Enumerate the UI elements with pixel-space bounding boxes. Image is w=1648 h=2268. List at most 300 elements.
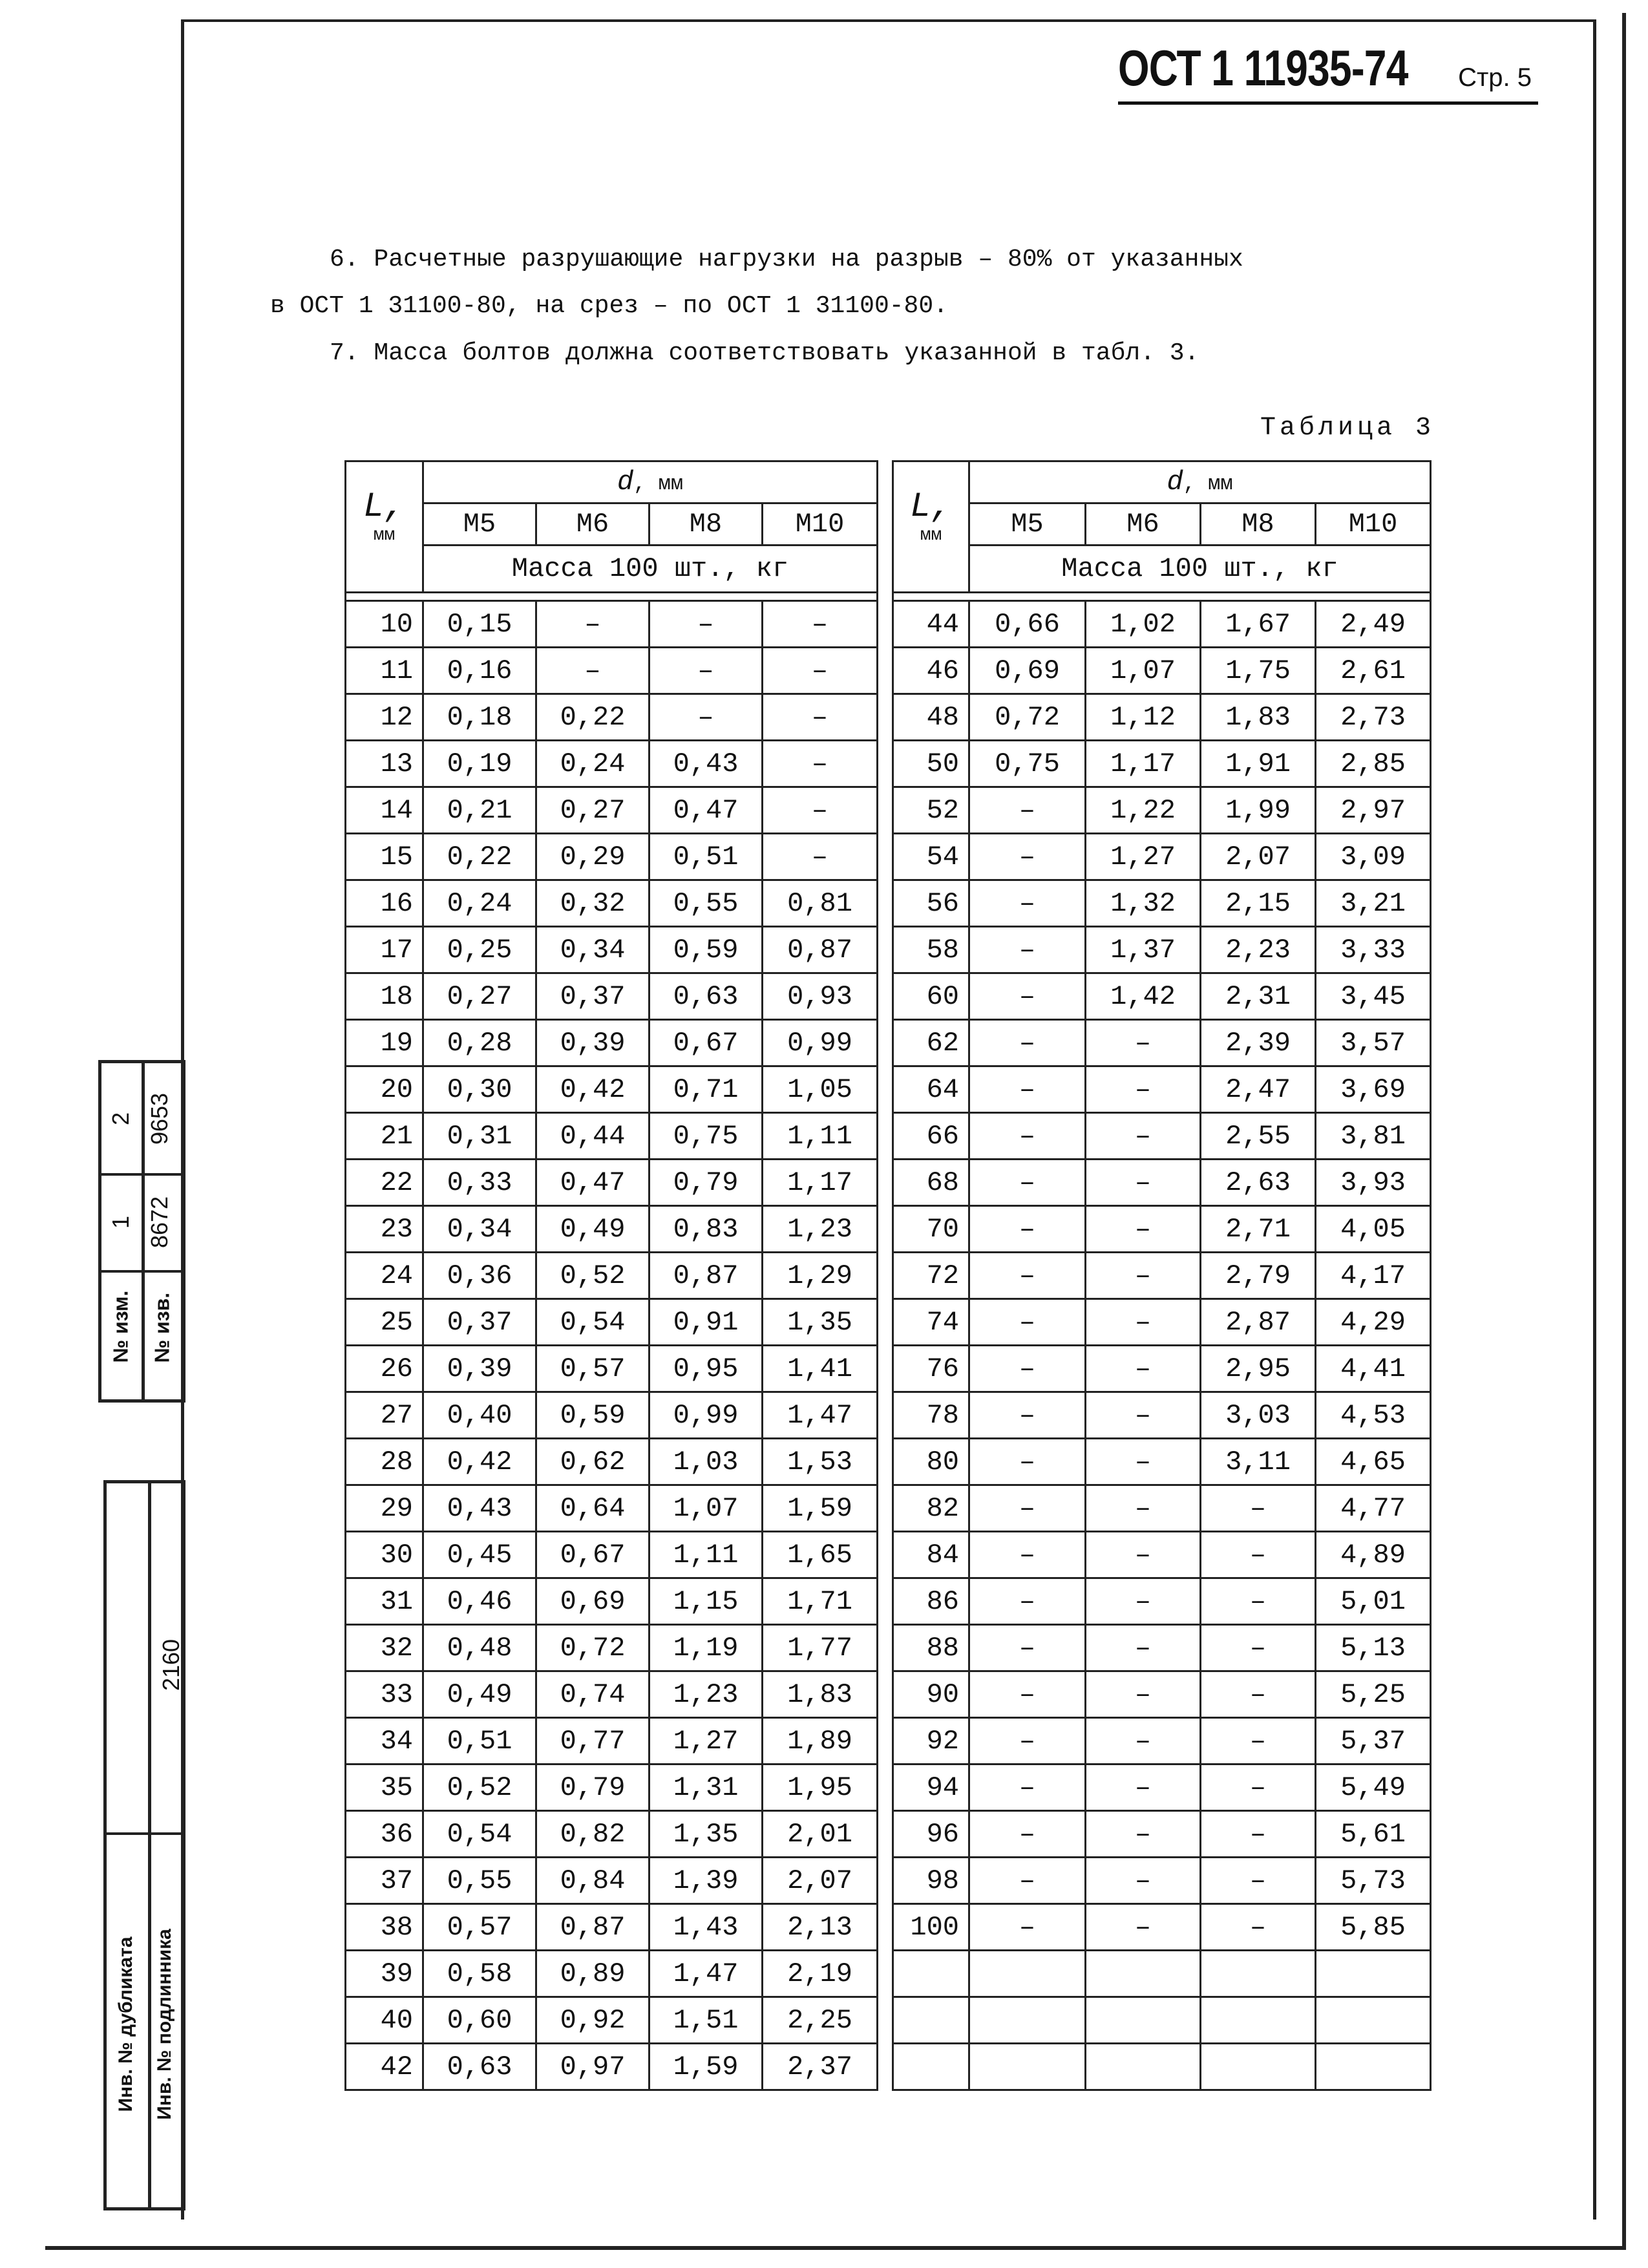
mass-cell: 0,82 xyxy=(536,1811,650,1858)
column-m10: М10 xyxy=(763,503,878,546)
length-cell: 56 xyxy=(893,880,969,927)
mass-cell: 0,39 xyxy=(536,1020,650,1066)
mass-cell: 0,31 xyxy=(423,1113,536,1160)
mass-cell: 0,79 xyxy=(536,1765,650,1811)
mass-cell: 0,87 xyxy=(536,1904,650,1951)
table-row xyxy=(346,973,878,1020)
mass-cell: – xyxy=(969,1765,1086,1811)
table-row xyxy=(893,1578,1431,1625)
mass-cell: 0,99 xyxy=(763,1020,878,1066)
mass-cell: – xyxy=(763,741,878,787)
mass-cell: – xyxy=(969,973,1086,1020)
original-inventory-label: Инв. № подлинника xyxy=(154,1929,175,2120)
mass-cell: 1,65 xyxy=(763,1532,878,1578)
mass-cell: – xyxy=(1201,1578,1316,1625)
length-cell: 27 xyxy=(346,1392,423,1439)
mass-cell: 0,22 xyxy=(536,694,650,741)
length-cell: 21 xyxy=(346,1113,423,1160)
length-cell: 24 xyxy=(346,1253,423,1299)
mass-cell: 3,33 xyxy=(1316,927,1431,973)
mass-cell: 1,53 xyxy=(763,1439,878,1485)
mass-cell: 0,87 xyxy=(763,927,878,973)
mass-cell: – xyxy=(969,1625,1086,1671)
mass-cell: 5,73 xyxy=(1316,1858,1431,1904)
paragraph-7: 7. Масса болтов должна соответствовать указанной в табл. 3. xyxy=(330,339,1199,367)
length-cell: 90 xyxy=(893,1671,969,1718)
column-m8: М8 xyxy=(650,503,763,546)
table-row xyxy=(893,1299,1431,1346)
mass-cell: 0,42 xyxy=(423,1439,536,1485)
mass-cell: – xyxy=(1086,1113,1201,1160)
mass-cell: 1,37 xyxy=(1086,927,1201,973)
table-row xyxy=(893,1532,1431,1578)
table-row xyxy=(346,1532,878,1578)
mass-cell: 0,79 xyxy=(650,1160,763,1206)
table-row xyxy=(346,1160,878,1206)
table-row xyxy=(346,1904,878,1951)
length-cell: 36 xyxy=(346,1811,423,1858)
table-row xyxy=(346,1439,878,1485)
length-cell: 11 xyxy=(346,648,423,694)
table-row xyxy=(893,1811,1431,1858)
mass-cell: 2,61 xyxy=(1316,648,1431,694)
table-row xyxy=(893,927,1431,973)
length-cell: 18 xyxy=(346,973,423,1020)
mass-cell: – xyxy=(1086,1858,1201,1904)
table-row xyxy=(893,1160,1431,1206)
table-row xyxy=(346,1997,878,2044)
paragraph-6-line2: в ОСТ 1 31100-80, на срез – по ОСТ 1 31100-80. xyxy=(270,292,948,320)
mass-label: Масса 100 шт., кг xyxy=(969,546,1431,593)
mass-cell xyxy=(969,1951,1086,1997)
mass-cell: – xyxy=(969,1066,1086,1113)
table-row xyxy=(346,1718,878,1765)
mass-cell: 0,89 xyxy=(536,1951,650,1997)
table-row xyxy=(346,880,878,927)
diameter-header: d, мм xyxy=(423,461,878,503)
table-row xyxy=(893,1765,1431,1811)
mass-cell: 2,97 xyxy=(1316,787,1431,834)
paragraph-6-line1: 6. Расчетные разрушающие нагрузки на разрыв – 80% от указанных xyxy=(330,246,1243,273)
mass-cell: 2,01 xyxy=(763,1811,878,1858)
mass-cell: 0,15 xyxy=(423,601,536,648)
mass-cell: 5,37 xyxy=(1316,1718,1431,1765)
table-row xyxy=(346,1951,878,1997)
table-row xyxy=(893,1346,1431,1392)
mass-cell: 0,34 xyxy=(536,927,650,973)
table-row xyxy=(346,1578,878,1625)
table-row xyxy=(346,1020,878,1066)
mass-cell: – xyxy=(650,648,763,694)
mass-cell: 0,57 xyxy=(536,1346,650,1392)
length-cell: 60 xyxy=(893,973,969,1020)
mass-cell xyxy=(1086,1997,1201,2044)
length-cell: 34 xyxy=(346,1718,423,1765)
mass-cell: – xyxy=(1086,1160,1201,1206)
mass-cell: – xyxy=(1086,1020,1201,1066)
mass-cell: 1,27 xyxy=(1086,834,1201,880)
mass-cell: 2,39 xyxy=(1201,1020,1316,1066)
mass-cell: 0,63 xyxy=(423,2044,536,2090)
mass-cell: – xyxy=(1086,1299,1201,1346)
mass-cell: 2,73 xyxy=(1316,694,1431,741)
mass-cell xyxy=(1201,2044,1316,2090)
mass-cell: – xyxy=(969,787,1086,834)
mass-cell: 0,91 xyxy=(650,1299,763,1346)
mass-cell: 2,79 xyxy=(1201,1253,1316,1299)
length-cell: 25 xyxy=(346,1299,423,1346)
mass-cell: 0,99 xyxy=(650,1392,763,1439)
mass-cell: 0,21 xyxy=(423,787,536,834)
mass-cell: 2,31 xyxy=(1201,973,1316,1020)
length-cell xyxy=(893,1997,969,2044)
mass-cell: 5,61 xyxy=(1316,1811,1431,1858)
mass-cell: 0,46 xyxy=(423,1578,536,1625)
length-cell: 78 xyxy=(893,1392,969,1439)
mass-cell: 2,07 xyxy=(763,1858,878,1904)
mass-cell: 5,13 xyxy=(1316,1625,1431,1671)
length-cell: 92 xyxy=(893,1718,969,1765)
mass-cell: 0,29 xyxy=(536,834,650,880)
mass-cell: 0,36 xyxy=(423,1253,536,1299)
table-row xyxy=(893,741,1431,787)
mass-cell: 1,41 xyxy=(763,1346,878,1392)
column-m5: М5 xyxy=(969,503,1086,546)
mass-cell: – xyxy=(763,601,878,648)
mass-cell: 1,77 xyxy=(763,1625,878,1671)
table-caption: Таблица 3 xyxy=(1260,414,1435,443)
mass-table-left xyxy=(344,460,878,2091)
diameter-header: d, мм xyxy=(969,461,1431,503)
table-row xyxy=(893,601,1431,648)
mass-cell: 1,12 xyxy=(1086,694,1201,741)
mass-cell: 0,51 xyxy=(650,834,763,880)
length-header: L, мм xyxy=(346,461,423,593)
mass-cell: 0,42 xyxy=(536,1066,650,1113)
column-m8: М8 xyxy=(1201,503,1316,546)
mass-cell: 0,43 xyxy=(423,1485,536,1532)
table-row xyxy=(893,2044,1431,2090)
mass-cell: 0,37 xyxy=(536,973,650,1020)
mass-cell: 1,23 xyxy=(763,1206,878,1253)
mass-cell: – xyxy=(969,1485,1086,1532)
mass-cell: – xyxy=(969,927,1086,973)
length-cell: 30 xyxy=(346,1532,423,1578)
mass-cell: – xyxy=(1086,1811,1201,1858)
mass-cell: 0,49 xyxy=(536,1206,650,1253)
column-m5: М5 xyxy=(423,503,536,546)
length-cell: 68 xyxy=(893,1160,969,1206)
length-cell: 13 xyxy=(346,741,423,787)
mass-cell: 0,34 xyxy=(423,1206,536,1253)
mass-cell: 0,93 xyxy=(763,973,878,1020)
mass-cell: 3,81 xyxy=(1316,1113,1431,1160)
table-row xyxy=(893,1020,1431,1066)
mass-cell: 2,55 xyxy=(1201,1113,1316,1160)
mass-cell: 2,47 xyxy=(1201,1066,1316,1113)
length-cell: 14 xyxy=(346,787,423,834)
length-cell xyxy=(893,2044,969,2090)
mass-cell: 0,47 xyxy=(650,787,763,834)
mass-cell: 0,55 xyxy=(650,880,763,927)
table-row xyxy=(893,1997,1431,2044)
mass-cell: 0,62 xyxy=(536,1439,650,1485)
standard-number: ОСТ 1 11935-74 xyxy=(1118,39,1408,96)
mass-cell: 0,18 xyxy=(423,694,536,741)
mass-cell: – xyxy=(1201,1904,1316,1951)
mass-label: Масса 100 шт., кг xyxy=(423,546,878,593)
length-cell: 23 xyxy=(346,1206,423,1253)
mass-cell: – xyxy=(763,694,878,741)
mass-cell: 0,57 xyxy=(423,1904,536,1951)
length-cell: 17 xyxy=(346,927,423,973)
table-row xyxy=(346,1811,878,1858)
mass-cell: 2,19 xyxy=(763,1951,878,1997)
mass-cell: 1,59 xyxy=(763,1485,878,1532)
mass-cell: 3,45 xyxy=(1316,973,1431,1020)
length-cell xyxy=(893,1951,969,1997)
table-row xyxy=(346,1346,878,1392)
mass-cell: 0,25 xyxy=(423,927,536,973)
length-cell: 76 xyxy=(893,1346,969,1392)
mass-cell: – xyxy=(536,601,650,648)
mass-cell: 1,11 xyxy=(763,1113,878,1160)
table-row xyxy=(346,1485,878,1532)
mass-cell: – xyxy=(1201,1858,1316,1904)
table-row xyxy=(346,787,878,834)
mass-cell: – xyxy=(763,648,878,694)
mass-cell xyxy=(1316,1951,1431,1997)
mass-cell: 0,84 xyxy=(536,1858,650,1904)
mass-cell: 0,63 xyxy=(650,973,763,1020)
mass-cell: 0,66 xyxy=(969,601,1086,648)
mass-cell: 5,25 xyxy=(1316,1671,1431,1718)
change-number-label: № изм. xyxy=(109,1290,132,1363)
table-row xyxy=(346,1392,878,1439)
notice-2: 9653 xyxy=(146,1092,173,1145)
mass-cell: – xyxy=(1086,1904,1201,1951)
length-cell: 100 xyxy=(893,1904,969,1951)
length-cell: 88 xyxy=(893,1625,969,1671)
table-row xyxy=(346,1299,878,1346)
mass-cell: 1,71 xyxy=(763,1578,878,1625)
mass-cell: 0,49 xyxy=(423,1671,536,1718)
mass-cell: 1,91 xyxy=(1201,741,1316,787)
length-cell: 52 xyxy=(893,787,969,834)
mass-cell: 5,01 xyxy=(1316,1578,1431,1625)
table-row xyxy=(346,834,878,880)
mass-cell: 1,35 xyxy=(650,1811,763,1858)
table-row xyxy=(893,880,1431,927)
length-cell: 39 xyxy=(346,1951,423,1997)
mass-cell: 0,83 xyxy=(650,1206,763,1253)
change-register xyxy=(98,1060,185,1403)
length-cell: 37 xyxy=(346,1858,423,1904)
original-inventory-number: 2160 xyxy=(158,1638,184,1691)
mass-cell: 0,54 xyxy=(536,1299,650,1346)
mass-cell: – xyxy=(1201,1811,1316,1858)
length-cell: 64 xyxy=(893,1066,969,1113)
mass-cell: – xyxy=(1201,1485,1316,1532)
mass-cell: 0,27 xyxy=(536,787,650,834)
length-cell: 22 xyxy=(346,1160,423,1206)
table-row xyxy=(893,1113,1431,1160)
length-cell: 66 xyxy=(893,1113,969,1160)
mass-cell: 1,59 xyxy=(650,2044,763,2090)
mass-cell: – xyxy=(1086,1578,1201,1625)
mass-cell: 1,07 xyxy=(650,1485,763,1532)
mass-cell: 0,37 xyxy=(423,1299,536,1346)
column-m10: М10 xyxy=(1316,503,1431,546)
mass-cell: 2,71 xyxy=(1201,1206,1316,1253)
mass-cell: 2,85 xyxy=(1316,741,1431,787)
mass-cell: 2,07 xyxy=(1201,834,1316,880)
mass-cell: 0,24 xyxy=(536,741,650,787)
mass-cell: – xyxy=(1201,1532,1316,1578)
mass-cell: 1,17 xyxy=(1086,741,1201,787)
mass-cell: – xyxy=(1086,1718,1201,1765)
mass-cell: 1,47 xyxy=(650,1951,763,1997)
table-row xyxy=(346,1671,878,1718)
notice-1: 8672 xyxy=(146,1196,173,1249)
mass-cell: 1,42 xyxy=(1086,973,1201,1020)
length-header: L, мм xyxy=(893,461,969,593)
mass-cell: 1,35 xyxy=(763,1299,878,1346)
mass-cell: – xyxy=(650,694,763,741)
table-row xyxy=(893,1206,1431,1253)
table-row xyxy=(893,1439,1431,1485)
length-cell: 28 xyxy=(346,1439,423,1485)
mass-cell: – xyxy=(969,1299,1086,1346)
table-row xyxy=(893,1392,1431,1439)
mass-cell: 0,64 xyxy=(536,1485,650,1532)
length-cell: 12 xyxy=(346,694,423,741)
mass-cell: 0,67 xyxy=(536,1532,650,1578)
table-row xyxy=(893,1066,1431,1113)
mass-cell: 4,05 xyxy=(1316,1206,1431,1253)
table-row xyxy=(893,1718,1431,1765)
page-number: Стр. 5 xyxy=(1458,63,1532,92)
mass-cell: 3,03 xyxy=(1201,1392,1316,1439)
table-row xyxy=(346,1858,878,1904)
mass-cell: 0,47 xyxy=(536,1160,650,1206)
mass-cell: 2,63 xyxy=(1201,1160,1316,1206)
length-cell: 98 xyxy=(893,1858,969,1904)
mass-cell: 1,31 xyxy=(650,1765,763,1811)
mass-cell: 1,22 xyxy=(1086,787,1201,834)
length-cell: 50 xyxy=(893,741,969,787)
mass-cell: 0,67 xyxy=(650,1020,763,1066)
mass-cell: 1,67 xyxy=(1201,601,1316,648)
mass-cell: 0,59 xyxy=(536,1392,650,1439)
length-cell: 32 xyxy=(346,1625,423,1671)
mass-cell xyxy=(1086,2044,1201,2090)
mass-cell: 0,60 xyxy=(423,1997,536,2044)
mass-cell: 0,39 xyxy=(423,1346,536,1392)
mass-cell xyxy=(1201,1951,1316,1997)
mass-cell: 2,95 xyxy=(1201,1346,1316,1392)
length-cell: 74 xyxy=(893,1299,969,1346)
mass-cell: 1,43 xyxy=(650,1904,763,1951)
mass-cell xyxy=(969,2044,1086,2090)
mass-cell: 0,59 xyxy=(650,927,763,973)
mass-cell: 1,89 xyxy=(763,1718,878,1765)
mass-cell: 0,32 xyxy=(536,880,650,927)
mass-cell: – xyxy=(1086,1346,1201,1392)
mass-cell: 2,15 xyxy=(1201,880,1316,927)
mass-cell xyxy=(1086,1951,1201,1997)
mass-cell: 0,97 xyxy=(536,2044,650,2090)
table-row xyxy=(346,694,878,741)
mass-cell: 2,13 xyxy=(763,1904,878,1951)
length-cell: 72 xyxy=(893,1253,969,1299)
mass-cell: 1,99 xyxy=(1201,787,1316,834)
mass-cell xyxy=(1316,1997,1431,2044)
mass-cell: – xyxy=(763,834,878,880)
mass-cell: – xyxy=(1086,1253,1201,1299)
mass-cell: 0,87 xyxy=(650,1253,763,1299)
mass-cell: 2,23 xyxy=(1201,927,1316,973)
mass-cell: 3,09 xyxy=(1316,834,1431,880)
mass-cell: 4,89 xyxy=(1316,1532,1431,1578)
length-cell: 54 xyxy=(893,834,969,880)
mass-cell: – xyxy=(1086,1671,1201,1718)
mass-cell: 0,52 xyxy=(536,1253,650,1299)
mass-cell: 0,72 xyxy=(536,1625,650,1671)
mass-cell: 1,29 xyxy=(763,1253,878,1299)
length-cell: 20 xyxy=(346,1066,423,1113)
table-row xyxy=(893,1253,1431,1299)
table-row xyxy=(893,1671,1431,1718)
mass-cell: – xyxy=(969,1718,1086,1765)
mass-cell: – xyxy=(969,834,1086,880)
mass-cell: 0,69 xyxy=(969,648,1086,694)
length-cell: 80 xyxy=(893,1439,969,1485)
mass-cell: – xyxy=(650,601,763,648)
mass-cell: 4,53 xyxy=(1316,1392,1431,1439)
table-row xyxy=(893,1485,1431,1532)
mass-cell: 1,02 xyxy=(1086,601,1201,648)
mass-cell: – xyxy=(969,1392,1086,1439)
length-cell: 96 xyxy=(893,1811,969,1858)
length-cell: 70 xyxy=(893,1206,969,1253)
mass-cell: 2,25 xyxy=(763,1997,878,2044)
length-cell: 16 xyxy=(346,880,423,927)
mass-cell xyxy=(969,1997,1086,2044)
mass-cell: 0,71 xyxy=(650,1066,763,1113)
mass-cell: 3,21 xyxy=(1316,880,1431,927)
mass-cell: – xyxy=(1086,1765,1201,1811)
mass-cell: 0,75 xyxy=(969,741,1086,787)
mass-cell: – xyxy=(969,1113,1086,1160)
mass-cell: – xyxy=(1086,1439,1201,1485)
mass-cell: 0,27 xyxy=(423,973,536,1020)
mass-cell: 1,39 xyxy=(650,1858,763,1904)
mass-cell: 0,54 xyxy=(423,1811,536,1858)
length-cell: 31 xyxy=(346,1578,423,1625)
table-row xyxy=(893,1858,1431,1904)
table-row xyxy=(893,1951,1431,1997)
table-row xyxy=(346,741,878,787)
mass-cell: – xyxy=(1086,1532,1201,1578)
mass-cell: – xyxy=(1201,1671,1316,1718)
table-row xyxy=(893,834,1431,880)
mass-cell: 1,11 xyxy=(650,1532,763,1578)
mass-cell: 1,83 xyxy=(1201,694,1316,741)
mass-cell: 1,32 xyxy=(1086,880,1201,927)
length-cell: 42 xyxy=(346,2044,423,2090)
mass-cell: 4,41 xyxy=(1316,1346,1431,1392)
